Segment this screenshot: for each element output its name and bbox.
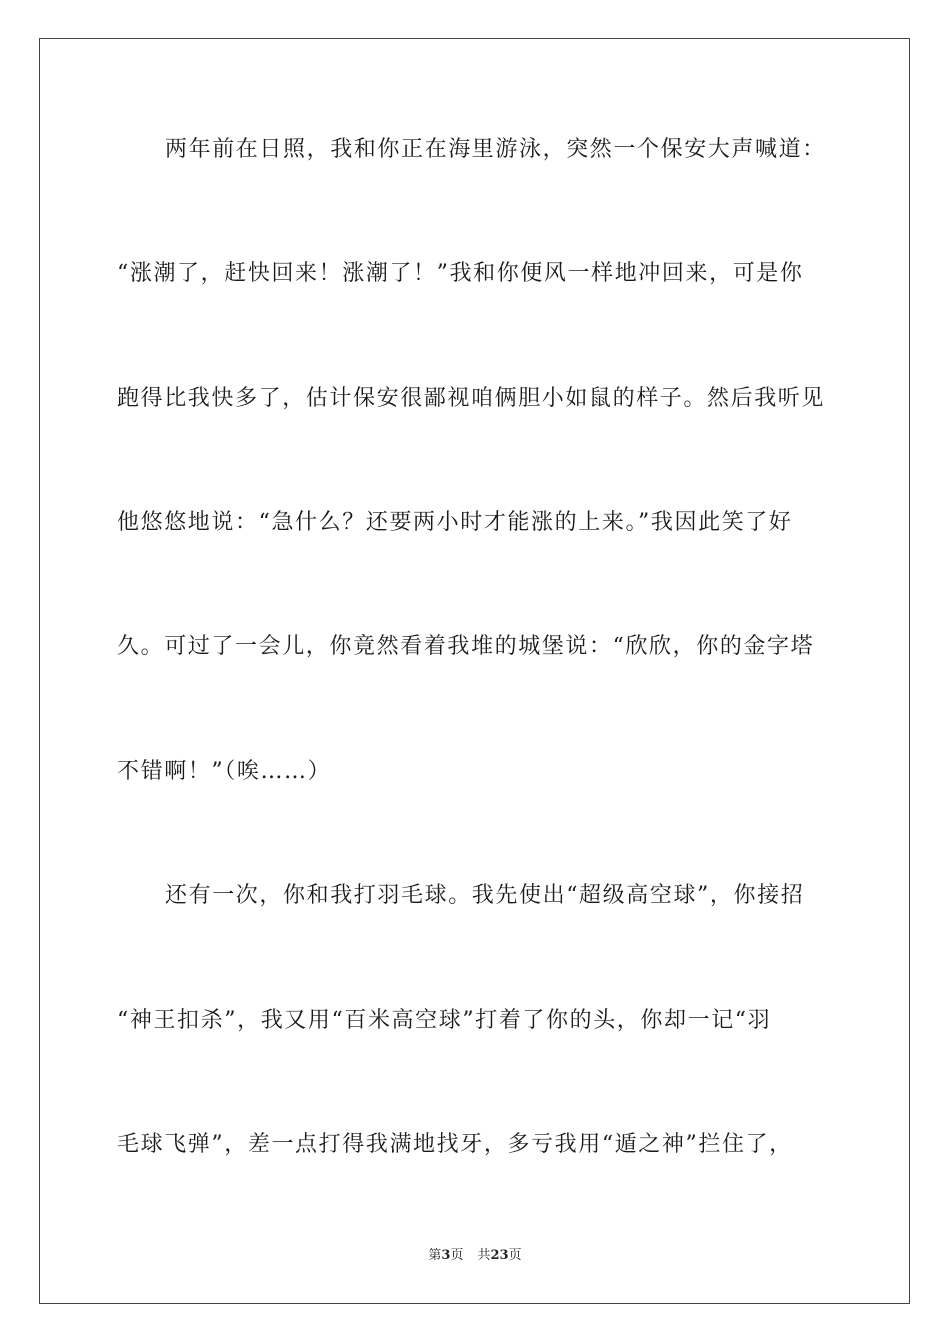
page-suffix: 页	[450, 1248, 464, 1263]
paragraph-2-line-3: 毛球飞弹”，差一点打得我满地找牙，多亏我用“遁之神”拦住了，	[117, 1132, 793, 1157]
paragraph-1-line-3: 跑得比我快多了，估计保安很鄙视咱俩胆小如鼠的样子。然后我听见	[117, 386, 826, 411]
total-page-count: 23	[490, 1248, 509, 1263]
page-number-indicator	[428, 1247, 463, 1265]
paragraph-2-line-1: 还有一次，你和我打羽毛球。我先使出“超级高空球”，你接招	[165, 883, 805, 908]
paragraph-1-line-5: 久。可过了一会儿，你竟然看着我堆的城堡说：“欣欣，你的金字塔	[117, 634, 815, 659]
paragraph-1-line-6: 不错啊！”（唉……）	[117, 759, 332, 784]
paragraph-2-line-2: “神王扣杀”，我又用“百米高空球”打着了你的头，你却一记“羽	[117, 1008, 772, 1033]
total-suffix: 页	[508, 1248, 522, 1263]
page-frame	[39, 38, 910, 1304]
current-page-number: 3	[441, 1248, 451, 1263]
paragraph-1-line-1: 两年前在日照，我和你正在海里游泳，突然一个保安大声喊道：	[165, 137, 826, 162]
paragraph-1-line-2: “涨潮了，赶快回来！涨潮了！”我和你便风一样地冲回来，可是你	[117, 261, 804, 286]
page-footer	[0, 1247, 950, 1265]
total-pages-indicator	[477, 1247, 521, 1265]
total-prefix: 共	[477, 1248, 491, 1263]
paragraph-1-line-4: 他悠悠地说：“急什么？还要两小时才能涨的上来。”我因此笑了好	[117, 510, 793, 535]
page-prefix: 第	[428, 1248, 442, 1263]
